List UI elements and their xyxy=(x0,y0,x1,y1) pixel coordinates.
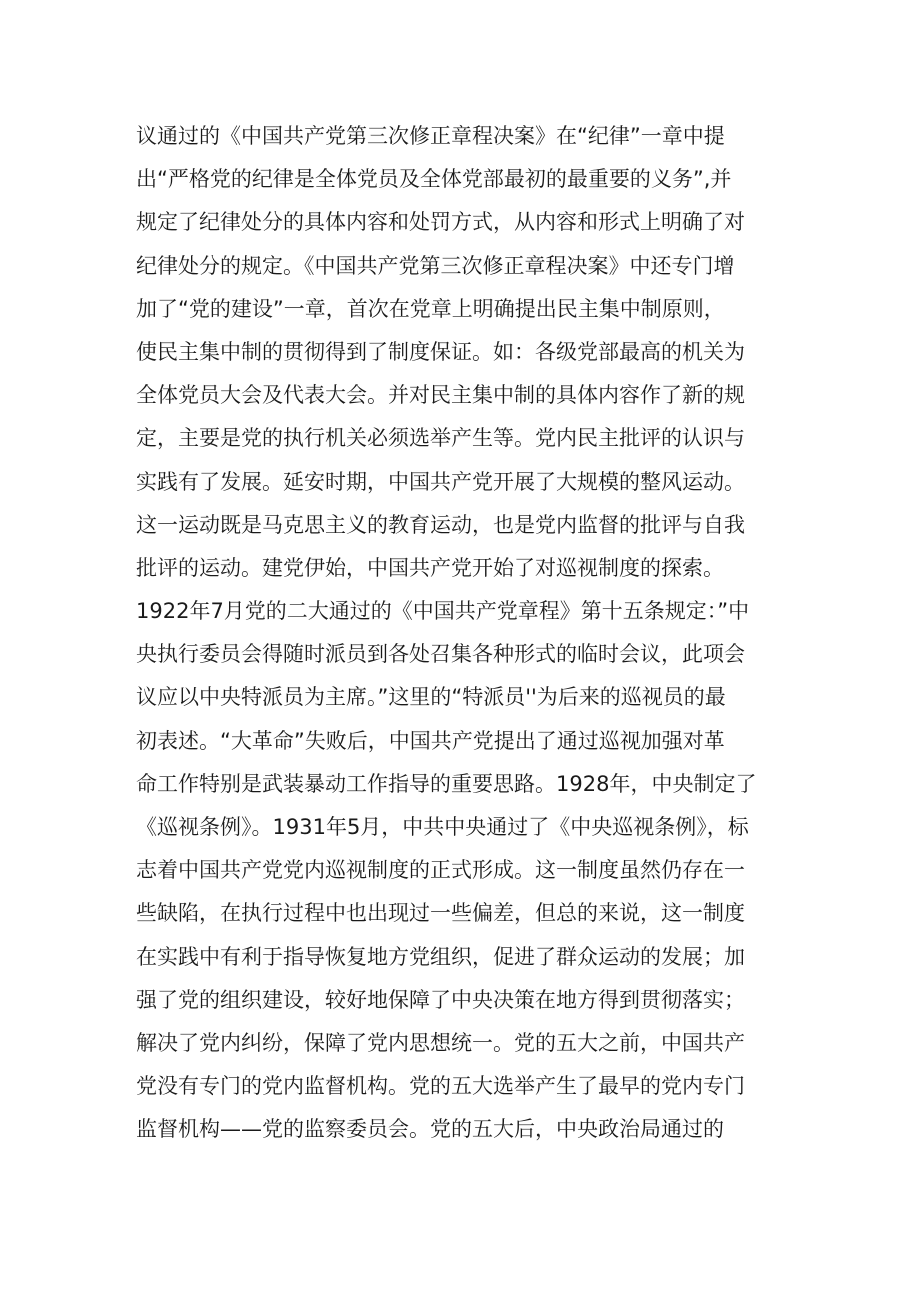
text-line: 全体党员大会及代表大会。并对民主集中制的具体内容作了新的规 xyxy=(136,383,745,408)
text-line: 实践有了发展。延安时期，中国共产党开展了大规模的整风运动。 xyxy=(136,469,745,494)
text-line: 监督机构——党的监察委员会。党的五大后，中央政治局通过的 xyxy=(136,1117,724,1142)
text-line: 使民主集中制的贯彻得到了制度保证。如：各级党部最高的机关为 xyxy=(136,339,745,364)
text-line: 志着中国共产党党内巡视制度的正式形成。这一制度虽然仍存在一 xyxy=(136,858,745,883)
text-line: 命工作特别是武装暴动工作指导的重要思路。1928年，中央制定了 xyxy=(136,771,757,796)
text-line: 出“严格党的纪律是全体党员及全体党部最初的最重要的义务”,并 xyxy=(136,167,732,192)
text-line: 党没有专门的党内监督机构。党的五大选举产生了最早的党内专门 xyxy=(136,1074,745,1099)
text-line: 议应以中央特派员为主席。”这里的“特派员''为后来的巡视员的最 xyxy=(136,685,726,710)
text-line: 规定了纪律处分的具体内容和处罚方式，从内容和形式上明确了对 xyxy=(136,210,745,235)
text-line: 些缺陷，在执行过程中也出现过一些偏差，但总的来说，这一制度 xyxy=(136,901,745,926)
text-line: 初表述。“大革命”失败后，中国共产党提出了通过巡视加强对革 xyxy=(136,728,725,753)
text-line: 批评的运动。建党伊始，中国共产党开始了对巡视制度的探索。 xyxy=(136,555,724,580)
text-line: 议通过的《中国共产党第三次修正章程决案》在“纪律”一章中提 xyxy=(136,124,725,148)
text-line: 这一运动既是马克思主义的教育运动，也是党内监督的批评与自我 xyxy=(136,512,745,537)
text-line: 在实践中有利于指导恢复地方党组织，促进了群众运动的发展；加 xyxy=(136,944,745,969)
text-line: 定，主要是党的执行机关必须选举产生等。党内民主批评的认识与 xyxy=(136,426,745,451)
text-line: 强了党的组织建设，较好地保障了中央决策在地方得到贯彻落实； xyxy=(136,987,745,1012)
text-line: 加了“党的建设”一章，首次在党章上明确提出民主集中制原则， xyxy=(136,296,725,321)
text-line: 纪律处分的规定。《中国共产党第三次修正章程决案》中还专门增 xyxy=(136,253,735,278)
text-line: 1922年7月党的二大通过的《中国共产党章程》第十五条规定：”中 xyxy=(136,599,750,624)
text-line: 解决了党内纠纷，保障了党内思想统一。党的五大之前，中国共产 xyxy=(136,1030,745,1055)
text-line: 央执行委员会得随时派员到各处召集各种形式的临时会议，此项会 xyxy=(136,642,745,667)
body-text xyxy=(136,115,786,1152)
text-line: 《巡视条例》。1931年5月，中共中央通过了《中央巡视条例》，标 xyxy=(136,815,749,839)
